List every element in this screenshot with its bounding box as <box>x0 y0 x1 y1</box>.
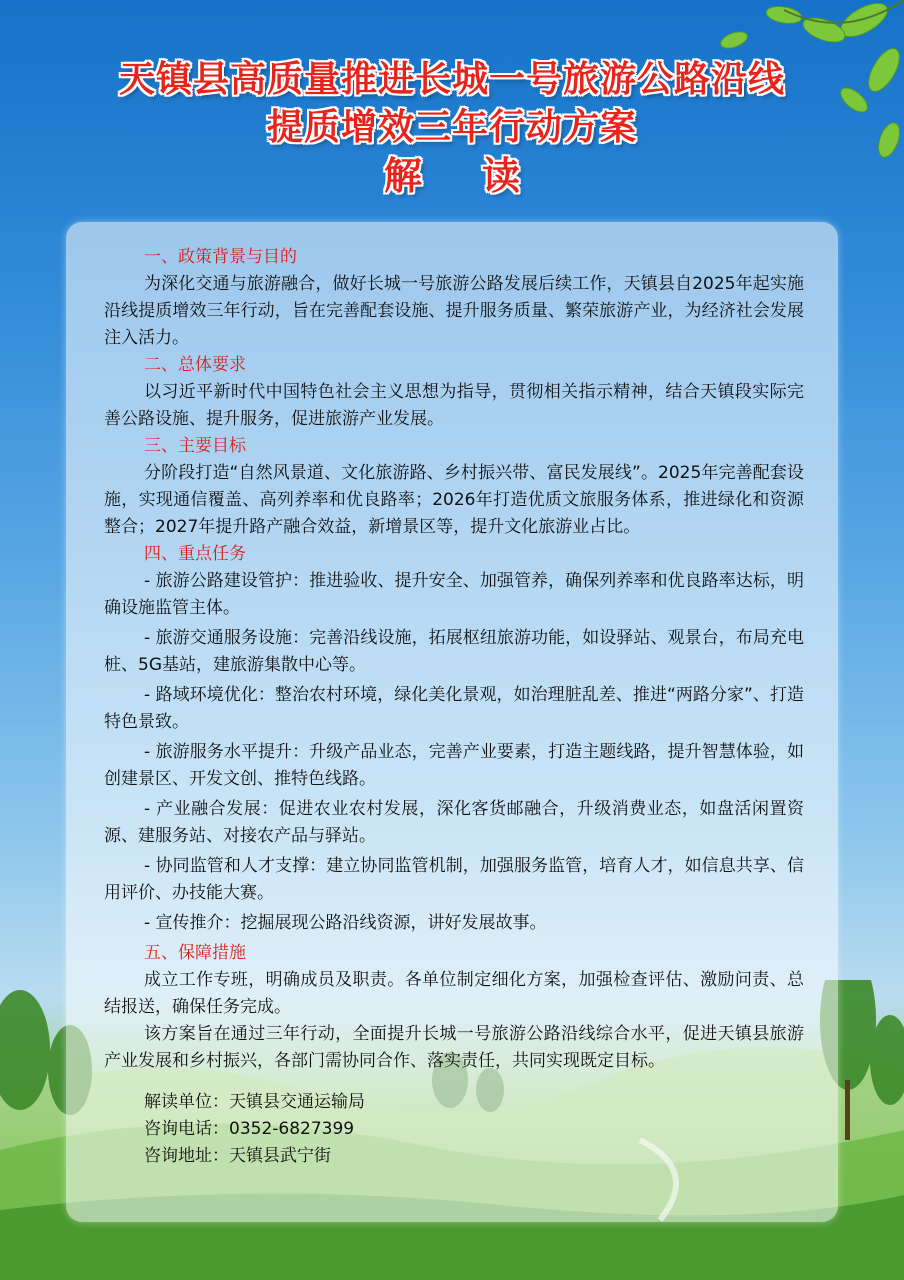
poster-title <box>0 56 904 200</box>
section-4-title: 四、重点任务 <box>144 544 246 564</box>
task-item: - 旅游交通服务设施：完善沿线设施，拓展枢纽旅游功能，如设驿站、观景台，布局充电桩、5G基站，建旅游集散中心等。 <box>104 628 804 675</box>
task-item: - 协同监管和人才支撑：建立协同监管机制，加强服务监管，培育人才，如信息共享、信用评价、办技能大赛。 <box>104 856 804 903</box>
section-5-text: 成立工作专班，明确成员及职责。各单位制定细化方案，加强检查评估、激励问责、总结报送，确保任务完成。 <box>104 970 804 1017</box>
section-2-title: 二、总体要求 <box>144 355 246 375</box>
task-item: - 旅游公路建设管护：推进验收、提升安全、加强管养，确保列养率和优良路率达标，明确设施监管主体。 <box>104 571 804 618</box>
spacer <box>104 1075 804 1089</box>
content-body <box>104 244 804 1170</box>
closing-text: 该方案旨在通过三年行动，全面提升长城一号旅游公路沿线综合水平，促进天镇县旅游产业发展和乡村振兴，各部门需协同合作、落实责任，共同实现既定目标。 <box>104 1024 804 1071</box>
info-unit: 解读单位：天镇县交通运输局 <box>144 1092 365 1112</box>
title-line-3: 解读 <box>383 154 580 198</box>
title-line-1: 天镇县高质量推进长城一号旅游公路沿线 <box>118 59 785 100</box>
info-address: 咨询地址：天镇县武宁街 <box>144 1146 331 1166</box>
section-3-title: 三、主要目标 <box>144 436 246 456</box>
info-phone: 咨询电话：0352-6827399 <box>144 1119 355 1139</box>
task-item: - 旅游服务水平提升：升级产品业态，完善产业要素，打造主题线路，提升智慧体验，如创建景区、开发文创、推特色线路。 <box>104 742 804 789</box>
task-item: - 路域环境优化：整治农村环境，绿化美化景观，如治理脏乱差、推进“两路分家”、打造特色景致。 <box>104 685 804 732</box>
title-line-2: 提质增效三年行动方案 <box>266 107 637 148</box>
section-1-text: 为深化交通与旅游融合，做好长城一号旅游公路发展后续工作，天镇县自2025年起实施沿线提质增效三年行动，旨在完善配套设施、提升服务质量、繁荣旅游产业，为经济社会发展注入活力。 <box>104 274 804 348</box>
section-2-text: 以习近平新时代中国特色社会主义思想为指导，贯彻相关指示精神，结合天镇段实际完善公路设施、提升服务，促进旅游产业发展。 <box>104 382 804 429</box>
task-item: - 宣传推介：挖掘展现公路沿线资源，讲好发展故事。 <box>144 913 547 933</box>
section-3-text: 分阶段打造“自然风景道、文化旅游路、乡村振兴带、富民发展线”。2025年完善配套设施，实现通信覆盖、高列养率和优良路率；2026年打造优质文旅服务体系，推进绿化和资源整合；2027年提升路产融合效益，新增景区等，提升文化旅游业占比。 <box>104 463 804 537</box>
task-item: - 产业融合发展：促进农业农村发展，深化客货邮融合，升级消费业态，如盘活闲置资源、建服务站、对接农产品与驿站。 <box>104 799 804 846</box>
section-1-title: 一、政策背景与目的 <box>144 247 297 267</box>
section-5-title: 五、保障措施 <box>144 943 246 963</box>
